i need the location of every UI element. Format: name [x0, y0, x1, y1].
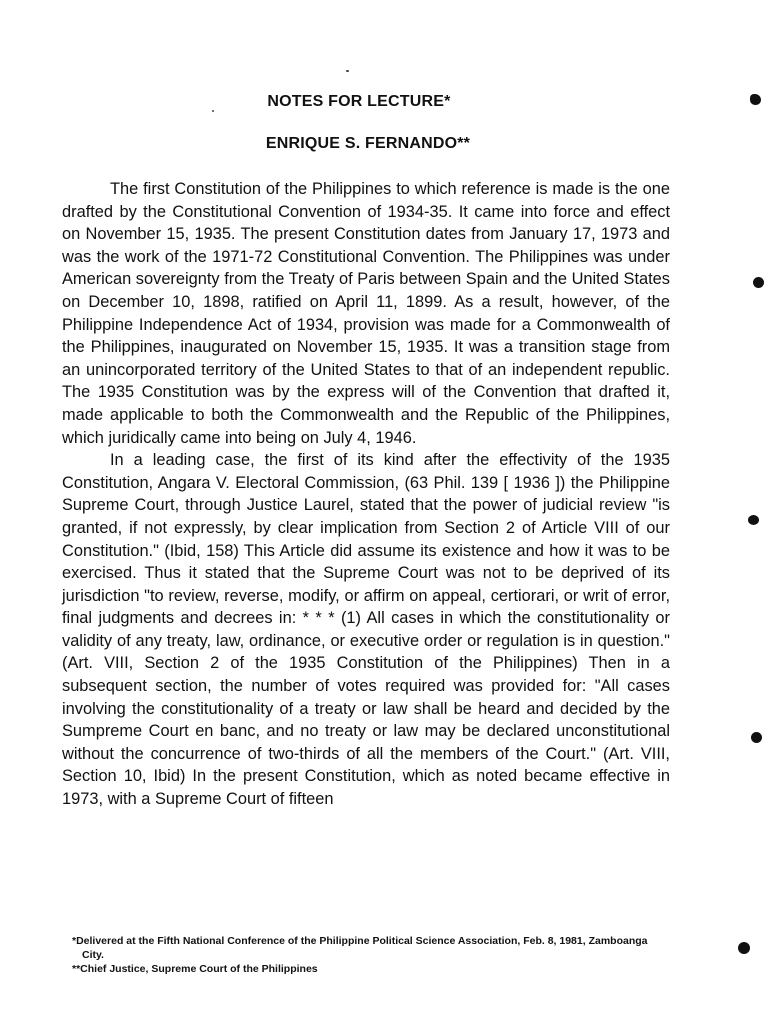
- binding-hole-mark: [750, 94, 761, 105]
- binding-hole-mark: [753, 277, 764, 288]
- body-text: [62, 178, 670, 811]
- footnote-separator: [62, 925, 262, 926]
- binding-hole-mark: [738, 942, 750, 954]
- paragraph-2: In a leading case, the first of its kind after the effectivity of the 1935 Constitution, Angara V. Electoral Commission, (63 Phil. 139 [ 1936 ]) the Philippine Supreme Court, through Justice Laurel, stated that the power of judicial review "is granted, if not expressly, by clear implication from Section 2 of Article VIII of our Constitution." (Ibid, 158) This Article did assume its existence and how it was to be exercised. Thus it stated that the Supreme Court was not to be deprived of its jurisdiction "to review, reverse, modify, or affirm on appeal, certiorari, or writ of error, final judgments and decrees in: * * * (1) All cases in which the constitutionality or validity of any treaty, law, ordinance, or executive order or regulation is in question." (Art. VIII, Section 2 of the 1935 Constitution of the Philippines) Then in a subsequent section, the number of votes required was provided for: "All cases involving the constitutionality of a treaty or law shall be heard and decided by the Sumpreme Court en banc, and no treaty or law may be declared unconstitutional without the concurrence of two-thirds of all the members of the Court." (Art. VIII, Section 10, Ibid) In the present Constitution, which as noted became effective in 1973, with a Supreme Court of fifteen: [62, 451, 670, 809]
- binding-hole-mark: [751, 732, 762, 743]
- document-title: NOTES FOR LECTURE*: [267, 93, 451, 110]
- binding-hole-mark: [748, 515, 759, 525]
- footnotes: [72, 934, 672, 976]
- scan-speck: [346, 70, 349, 72]
- paragraph-1: The first Constitution of the Philippines to which reference is made is the one drafted by the Constitutional Convention of 1934-35. It came into force and effect on November 15, 1935. The present Constitution dates from January 17, 1973 and was the work of the 1971-72 Constitutional Convention. The Philippines was under American sovereignty from the Treaty of Paris between Spain and the United States on December 10, 1898, ratified on April 11, 1899. As a result, however, of the Philippine Independence Act of 1934, provision was made for a Commonwealth of the Philippines, inaugurated on November 15, 1935. It was a transition stage from an unincorporated territory of the United States to that of an independent republic. The 1935 Constitution was by the express will of the Convention that drafted it, made applicable to both the Commonwealth and the Republic of the Philippines, which juridically came into being on July 4, 1946.: [62, 180, 670, 447]
- footnote-2: **Chief Justice, Supreme Court of the Philippines: [72, 963, 318, 975]
- footnote-1: *Delivered at the Fifth National Conference of the Philippine Political Science Association, Feb. 8, 1981, Zamboanga City.: [72, 935, 648, 961]
- author-name: ENRIQUE S. FERNANDO**: [265, 135, 471, 152]
